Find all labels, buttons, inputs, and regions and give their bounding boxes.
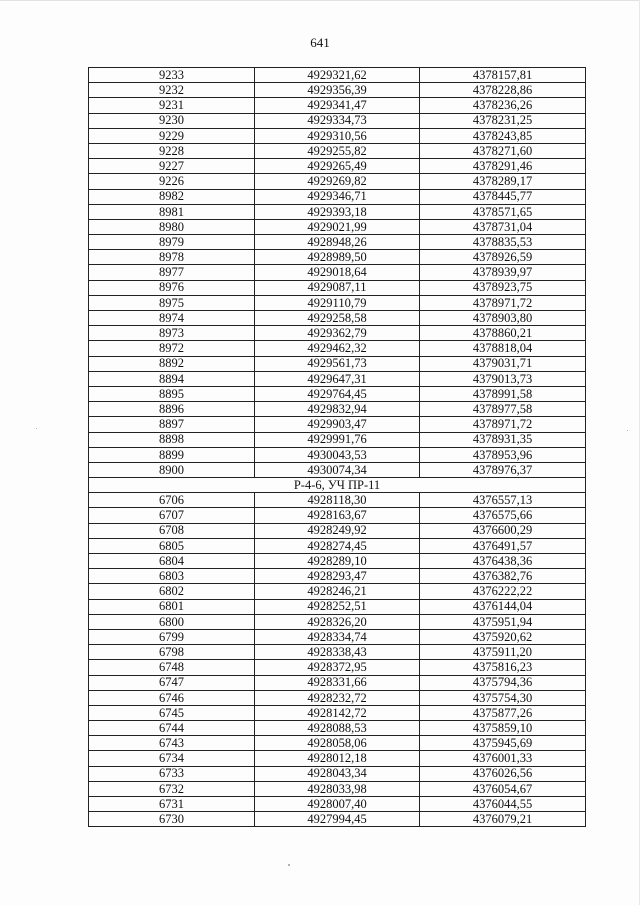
y-coordinate-cell: 4376144,04: [420, 599, 586, 614]
table-row: [89, 113, 586, 128]
y-coordinate-cell: 4378445,77: [420, 189, 586, 204]
y-coordinate-cell: 4378903,80: [420, 311, 586, 326]
page-number: 641: [310, 35, 330, 50]
x-coordinate-cell: 4929018,64: [255, 265, 420, 280]
table-row: [89, 645, 586, 660]
scan-edge-top: [0, 0, 640, 1]
x-coordinate-cell: 4928088,53: [255, 721, 420, 736]
x-coordinate-cell: 4928372,95: [255, 660, 420, 675]
x-coordinate-cell: 4928331,66: [255, 675, 420, 690]
point-number-cell: 8976: [89, 280, 255, 295]
point-number-cell: 6732: [89, 781, 255, 796]
table-row: [89, 584, 586, 599]
table-row: [89, 569, 586, 584]
point-number-cell: 6706: [89, 493, 255, 508]
y-coordinate-cell: 4378860,21: [420, 326, 586, 341]
table-row: [89, 538, 586, 553]
y-coordinate-cell: 4378157,81: [420, 68, 586, 83]
point-number-cell: 8982: [89, 189, 255, 204]
point-number-cell: 6802: [89, 584, 255, 599]
y-coordinate-cell: 4378939,97: [420, 265, 586, 280]
x-coordinate-cell: 4928058,06: [255, 736, 420, 751]
scan-speck: [627, 430, 628, 431]
table-row: [89, 462, 586, 477]
y-coordinate-cell: 4376438,36: [420, 554, 586, 569]
point-number-cell: 9229: [89, 128, 255, 143]
point-number-cell: 6707: [89, 508, 255, 523]
point-number-cell: 8978: [89, 250, 255, 265]
y-coordinate-cell: 4378953,96: [420, 447, 586, 462]
x-coordinate-cell: 4930074,34: [255, 462, 420, 477]
y-coordinate-cell: 4378731,04: [420, 219, 586, 234]
y-coordinate-cell: 4375794,36: [420, 675, 586, 690]
x-coordinate-cell: 4929334,73: [255, 113, 420, 128]
x-coordinate-cell: 4929764,45: [255, 386, 420, 401]
section-heading: Р-4-6, УЧ ПР-11: [89, 478, 586, 493]
y-coordinate-cell: 4378991,58: [420, 386, 586, 401]
y-coordinate-cell: 4376222,22: [420, 584, 586, 599]
table-row: [89, 660, 586, 675]
table-row: [89, 280, 586, 295]
x-coordinate-cell: 4928948,26: [255, 235, 420, 250]
point-number-cell: 6733: [89, 766, 255, 781]
y-coordinate-cell: 4375945,69: [420, 736, 586, 751]
y-coordinate-cell: 4378971,72: [420, 295, 586, 310]
scan-speck: [36, 428, 37, 429]
point-number-cell: 9226: [89, 174, 255, 189]
point-number-cell: 6803: [89, 569, 255, 584]
y-coordinate-cell: 4378931,35: [420, 432, 586, 447]
x-coordinate-cell: 4929255,82: [255, 143, 420, 158]
y-coordinate-cell: 4378289,17: [420, 174, 586, 189]
table-row: [89, 599, 586, 614]
x-coordinate-cell: 4929021,99: [255, 219, 420, 234]
point-number-cell: 8977: [89, 265, 255, 280]
table-row: [89, 721, 586, 736]
y-coordinate-cell: 4378818,04: [420, 341, 586, 356]
table-row: [89, 523, 586, 538]
point-number-cell: 6805: [89, 538, 255, 553]
x-coordinate-cell: 4929258,58: [255, 311, 420, 326]
y-coordinate-cell: 4376079,21: [420, 812, 586, 827]
point-number-cell: 6748: [89, 660, 255, 675]
x-coordinate-cell: 4929310,56: [255, 128, 420, 143]
x-coordinate-cell: 4928289,10: [255, 554, 420, 569]
point-number-cell: 6708: [89, 523, 255, 538]
x-coordinate-cell: 4929393,18: [255, 204, 420, 219]
y-coordinate-cell: 4375951,94: [420, 614, 586, 629]
y-coordinate-cell: 4376382,76: [420, 569, 586, 584]
point-number-cell: 8979: [89, 235, 255, 250]
y-coordinate-cell: 4378926,59: [420, 250, 586, 265]
x-coordinate-cell: 4929321,62: [255, 68, 420, 83]
scan-speck: [288, 864, 290, 866]
table-row: [89, 766, 586, 781]
x-coordinate-cell: 4928142,72: [255, 705, 420, 720]
y-coordinate-cell: 4375911,20: [420, 645, 586, 660]
table-row: [89, 751, 586, 766]
point-number-cell: 9230: [89, 113, 255, 128]
point-number-cell: 8895: [89, 386, 255, 401]
x-coordinate-cell: 4928043,34: [255, 766, 420, 781]
table-row: [89, 265, 586, 280]
point-number-cell: 6745: [89, 705, 255, 720]
x-coordinate-cell: 4928334,74: [255, 629, 420, 644]
point-number-cell: 8897: [89, 417, 255, 432]
table-row: [89, 98, 586, 113]
section-heading-group: [89, 478, 586, 493]
x-coordinate-cell: 4930043,53: [255, 447, 420, 462]
y-coordinate-cell: 4375920,62: [420, 629, 586, 644]
table-row: [89, 311, 586, 326]
table-row: [89, 189, 586, 204]
point-number-cell: 9227: [89, 159, 255, 174]
point-number-cell: 6747: [89, 675, 255, 690]
y-coordinate-cell: 4378976,37: [420, 462, 586, 477]
point-number-cell: 6743: [89, 736, 255, 751]
table-row: [89, 143, 586, 158]
y-coordinate-cell: 4378243,85: [420, 128, 586, 143]
point-number-cell: 8892: [89, 356, 255, 371]
table-row: [89, 371, 586, 386]
x-coordinate-cell: 4928007,40: [255, 797, 420, 812]
table-row: [89, 235, 586, 250]
y-coordinate-cell: 4376044,55: [420, 797, 586, 812]
x-coordinate-cell: 4928249,92: [255, 523, 420, 538]
x-coordinate-cell: 4929647,31: [255, 371, 420, 386]
y-coordinate-cell: 4376557,13: [420, 493, 586, 508]
table-row: [89, 356, 586, 371]
table-row: [89, 705, 586, 720]
point-number-cell: 8899: [89, 447, 255, 462]
point-number-cell: 8981: [89, 204, 255, 219]
y-coordinate-cell: 4378228,86: [420, 83, 586, 98]
y-coordinate-cell: 4376001,33: [420, 751, 586, 766]
y-coordinate-cell: 4378835,53: [420, 235, 586, 250]
y-coordinate-cell: 4378291,46: [420, 159, 586, 174]
x-coordinate-cell: 4929561,73: [255, 356, 420, 371]
y-coordinate-cell: 4376054,67: [420, 781, 586, 796]
x-coordinate-cell: 4928338,43: [255, 645, 420, 660]
y-coordinate-cell: 4376575,66: [420, 508, 586, 523]
point-number-cell: 6730: [89, 812, 255, 827]
table-row: [89, 402, 586, 417]
y-coordinate-cell: 4378923,75: [420, 280, 586, 295]
x-coordinate-cell: 4928163,67: [255, 508, 420, 523]
x-coordinate-cell: 4928274,45: [255, 538, 420, 553]
x-coordinate-cell: 4928118,30: [255, 493, 420, 508]
table-row: [89, 250, 586, 265]
section-heading-row: [89, 478, 586, 493]
point-number-cell: 8980: [89, 219, 255, 234]
table-row: [89, 219, 586, 234]
x-coordinate-cell: 4928326,20: [255, 614, 420, 629]
table-row: [89, 675, 586, 690]
x-coordinate-cell: 4928252,51: [255, 599, 420, 614]
table-row: [89, 797, 586, 812]
table-row: [89, 690, 586, 705]
y-coordinate-cell: 4379013,73: [420, 371, 586, 386]
y-coordinate-cell: 4378971,72: [420, 417, 586, 432]
table-row: [89, 174, 586, 189]
table-body-before: [89, 68, 586, 478]
table-row: [89, 159, 586, 174]
point-number-cell: 8975: [89, 295, 255, 310]
point-number-cell: 6731: [89, 797, 255, 812]
table-row: [89, 493, 586, 508]
table-row: [89, 447, 586, 462]
table-row: [89, 417, 586, 432]
y-coordinate-cell: 4375816,23: [420, 660, 586, 675]
table-row: [89, 68, 586, 83]
point-number-cell: 6800: [89, 614, 255, 629]
point-number-cell: 8972: [89, 341, 255, 356]
x-coordinate-cell: 4929903,47: [255, 417, 420, 432]
x-coordinate-cell: 4928012,18: [255, 751, 420, 766]
point-number-cell: 8896: [89, 402, 255, 417]
x-coordinate-cell: 4927994,45: [255, 812, 420, 827]
point-number-cell: 8898: [89, 432, 255, 447]
y-coordinate-cell: 4375754,30: [420, 690, 586, 705]
x-coordinate-cell: 4928989,50: [255, 250, 420, 265]
table-body-after: [89, 493, 586, 827]
point-number-cell: 8973: [89, 326, 255, 341]
y-coordinate-cell: 4379031,71: [420, 356, 586, 371]
point-number-cell: 8974: [89, 311, 255, 326]
point-number-cell: 8900: [89, 462, 255, 477]
table-row: [89, 432, 586, 447]
table-row: [89, 295, 586, 310]
table-row: [89, 386, 586, 401]
point-number-cell: 9228: [89, 143, 255, 158]
point-number-cell: 6799: [89, 629, 255, 644]
y-coordinate-cell: 4378236,26: [420, 98, 586, 113]
point-number-cell: 6798: [89, 645, 255, 660]
point-number-cell: 6734: [89, 751, 255, 766]
point-number-cell: 9232: [89, 83, 255, 98]
x-coordinate-cell: 4929362,79: [255, 326, 420, 341]
x-coordinate-cell: 4929462,32: [255, 341, 420, 356]
coordinates-table: [88, 67, 586, 827]
x-coordinate-cell: 4929346,71: [255, 189, 420, 204]
y-coordinate-cell: 4378231,25: [420, 113, 586, 128]
x-coordinate-cell: 4929087,11: [255, 280, 420, 295]
x-coordinate-cell: 4929991,76: [255, 432, 420, 447]
x-coordinate-cell: 4928246,21: [255, 584, 420, 599]
table-row: [89, 736, 586, 751]
table-row: [89, 508, 586, 523]
y-coordinate-cell: 4375859,10: [420, 721, 586, 736]
point-number-cell: 6746: [89, 690, 255, 705]
x-coordinate-cell: 4928033,98: [255, 781, 420, 796]
y-coordinate-cell: 4376026,56: [420, 766, 586, 781]
point-number-cell: 6801: [89, 599, 255, 614]
y-coordinate-cell: 4375877,26: [420, 705, 586, 720]
x-coordinate-cell: 4928232,72: [255, 690, 420, 705]
x-coordinate-cell: 4929269,82: [255, 174, 420, 189]
y-coordinate-cell: 4376491,57: [420, 538, 586, 553]
point-number-cell: 8894: [89, 371, 255, 386]
x-coordinate-cell: 4929832,94: [255, 402, 420, 417]
x-coordinate-cell: 4929356,39: [255, 83, 420, 98]
y-coordinate-cell: 4378571,65: [420, 204, 586, 219]
x-coordinate-cell: 4929341,47: [255, 98, 420, 113]
point-number-cell: 9231: [89, 98, 255, 113]
table-row: [89, 204, 586, 219]
y-coordinate-cell: 4378977,58: [420, 402, 586, 417]
point-number-cell: 6804: [89, 554, 255, 569]
table-row: [89, 554, 586, 569]
table-row: [89, 341, 586, 356]
table-row: [89, 629, 586, 644]
x-coordinate-cell: 4929265,49: [255, 159, 420, 174]
table-row: [89, 812, 586, 827]
point-number-cell: 9233: [89, 68, 255, 83]
table-row: [89, 614, 586, 629]
table-row: [89, 128, 586, 143]
x-coordinate-cell: 4929110,79: [255, 295, 420, 310]
table-row: [89, 781, 586, 796]
table-row: [89, 83, 586, 98]
x-coordinate-cell: 4928293,47: [255, 569, 420, 584]
table-row: [89, 326, 586, 341]
y-coordinate-cell: 4378271,60: [420, 143, 586, 158]
point-number-cell: 6744: [89, 721, 255, 736]
y-coordinate-cell: 4376600,29: [420, 523, 586, 538]
